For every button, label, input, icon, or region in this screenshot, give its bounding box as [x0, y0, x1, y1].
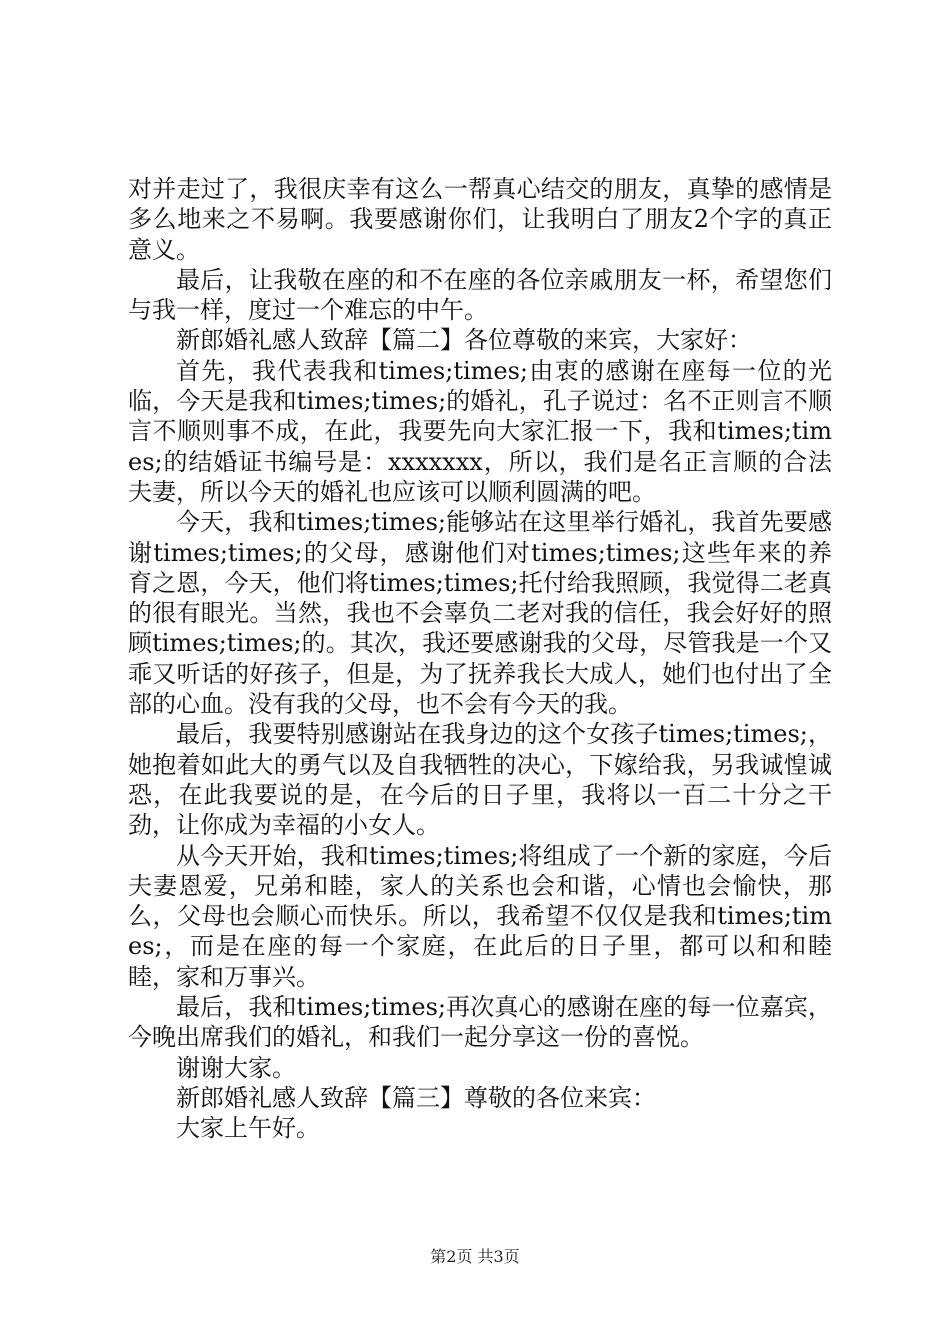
paragraph-7: 最后，我和times;times;再次真心的感谢在座的每一位嘉宾，今晚出席我们的婚礼，和我们一起分享这一份的喜悦。 [128, 993, 832, 1052]
paragraph-3: 首先，我代表我和times;times;由衷的感谢在座每一位的光临，今天是我和times;times;的婚礼，孔子说过：名不正则言不顺言不顺则事不成，在此，我要先向大家汇报一下，我和times;times;的结婚证书编号是：xxxxxxx，所以，我们是名正言顺的合法夫妻，所以今天的婚礼也应该可以顺利圆满的吧。 [128, 356, 832, 506]
paragraph-1: 对并走过了，我很庆幸有这么一帮真心结交的朋友，真挚的感情是多么地来之不易啊。我要感谢你们，让我明白了朋友2个字的真正意义。 [128, 175, 832, 264]
page-footer: 第2页 共3页 [430, 1247, 520, 1266]
paragraph-2: 最后，让我敬在座的和不在座的各位亲戚朋友一杯，希望您们与我一样，度过一个难忘的中午。 [128, 265, 832, 325]
paragraph-4: 今天，我和times;times;能够站在这里举行婚礼，我首先要感谢times;times;的父母，感谢他们对times;times;这些年来的养育之恩，今天，他们将times;times;托付给我照顾，我觉得二老真的很有眼光。当然，我也不会辜负二老对我的信任，我会好好的照顾times;times;的。其次，我还要感谢我的父母，尽管我是一个又乖又听话的好孩子，但是，为了抚养我长大成人，她们也付出了全部的心血。没有我的父母，也不会有今天的我。 [128, 508, 832, 719]
paragraph-5: 最后，我要特别感谢站在我身边的这个女孩子times;times;，她抱着如此大的勇气以及自我牺牲的决心，下嫁给我，另我诚惶诚恐，在此我要说的是，在今后的日子里，我将以一百二十分之干劲，让你成为幸福的小女人。 [128, 720, 832, 840]
paragraph-6: 从今天开始，我和times;times;将组成了一个新的家庭，今后夫妻恩爱，兄弟和睦，家人的关系也会和谐，心情也会愉快，那么，父母也会顺心而快乐。所以，我希望不仅仅是我和times;times;，而是在座的每一个家庭，在此后的日子里，都可以和和睦睦，家和万事兴。 [128, 841, 832, 991]
paragraph-8: 谢谢大家。 [176, 1053, 296, 1082]
section-heading-3: 新郎婚礼感人致辞【篇三】尊敬的各位来宾： [176, 1083, 656, 1112]
section-heading-2: 新郎婚礼感人致辞【篇二】各位尊敬的来宾，大家好： [176, 326, 752, 355]
paragraph-9: 大家上午好。 [176, 1114, 320, 1143]
document-body [128, 174, 832, 1144]
